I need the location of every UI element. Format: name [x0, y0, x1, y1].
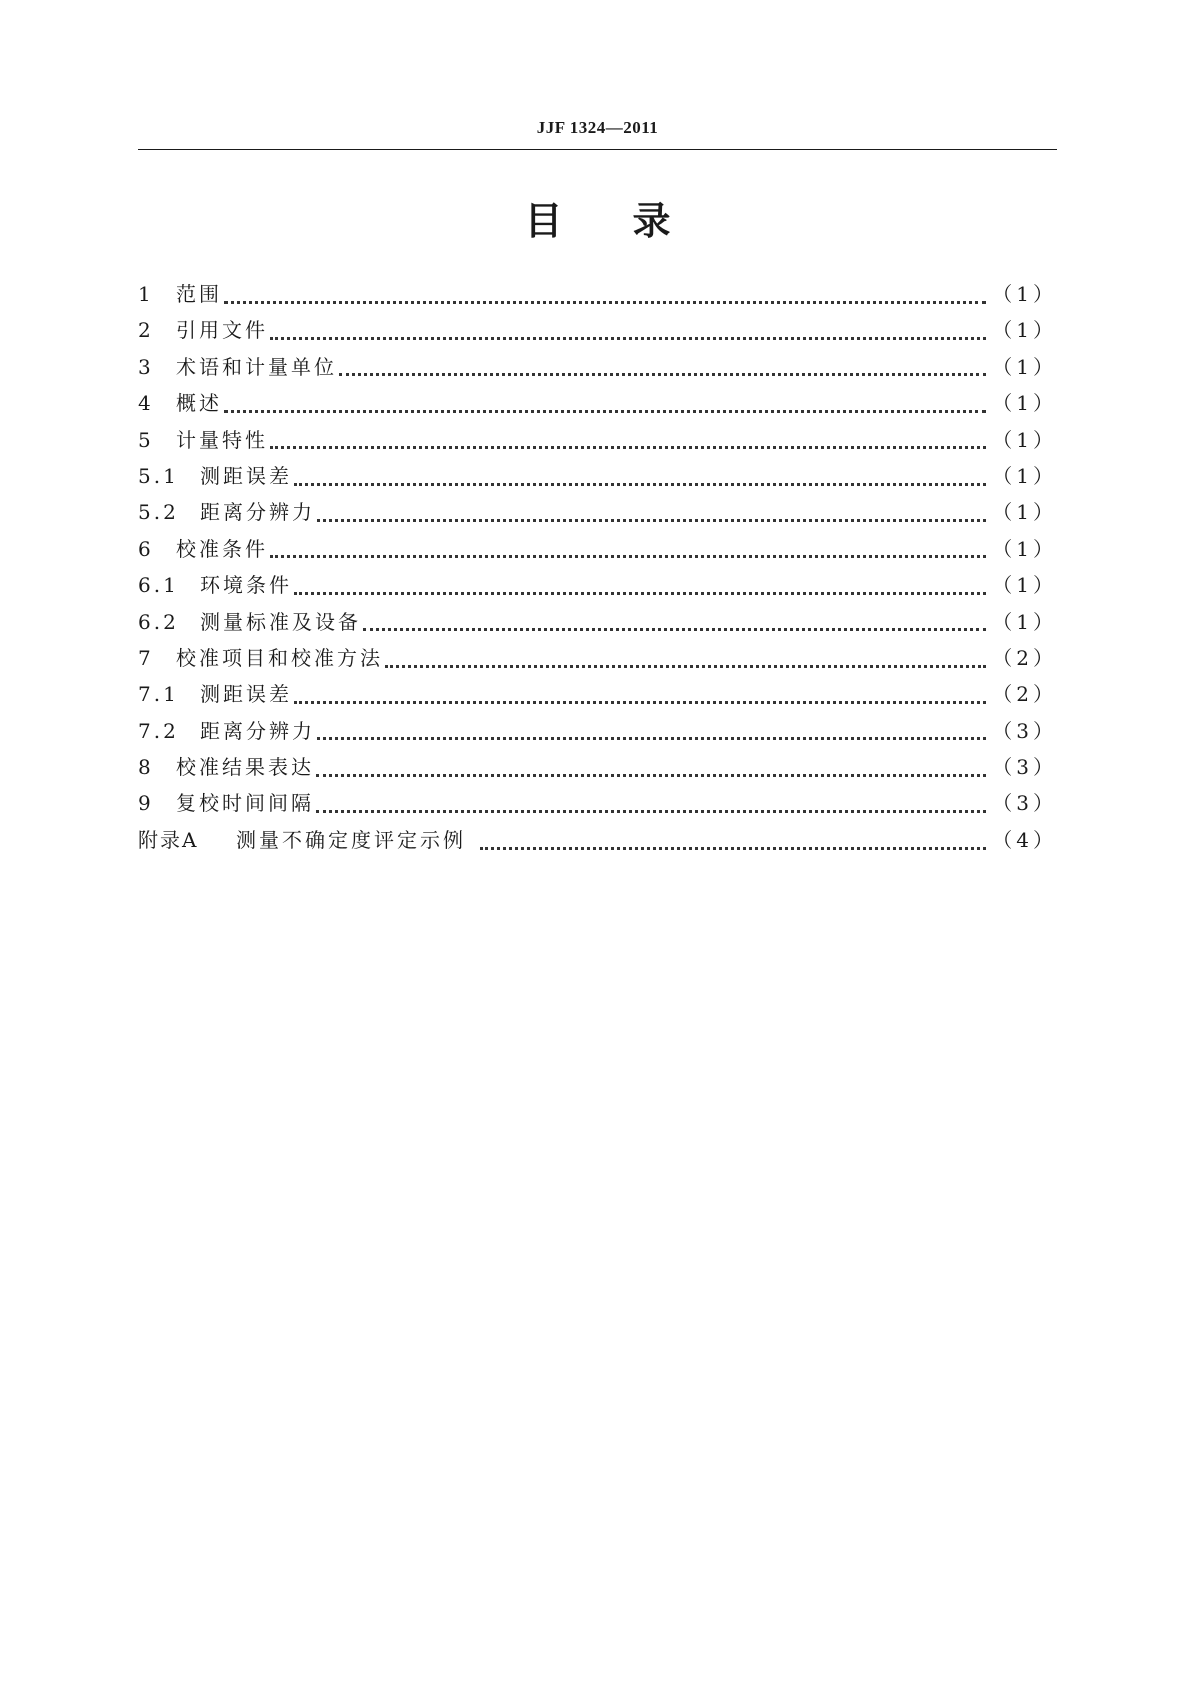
toc-dot-leader — [224, 390, 986, 413]
toc-entry-page: （2） — [992, 645, 1057, 670]
toc-entry-label: 校准条件 — [176, 536, 268, 561]
toc-entry[interactable] — [138, 751, 1057, 787]
toc-entry-label: 概述 — [176, 391, 222, 416]
toc-entry-page: （1） — [992, 500, 1057, 525]
toc-entry-label: 测距误差 — [200, 463, 292, 488]
document-code-header: JJF 1324—2011 — [536, 118, 659, 137]
toc-entry-number: 6.2 — [138, 609, 179, 634]
header-divider — [138, 149, 1057, 150]
toc-entry[interactable] — [138, 351, 1057, 387]
toc-entry-number: 5 — [138, 427, 154, 452]
toc-entry[interactable] — [138, 678, 1057, 714]
toc-entry-label: 范围 — [176, 282, 222, 306]
toc-entry-page: （1） — [992, 609, 1057, 634]
table-of-contents — [138, 278, 1057, 860]
toc-entry-page: （1） — [992, 282, 1057, 306]
toc-entry-label: 环境条件 — [200, 573, 292, 598]
toc-entry-page: （1） — [992, 427, 1057, 452]
toc-entry[interactable] — [138, 715, 1057, 751]
toc-entry-page: （1） — [992, 463, 1057, 488]
toc-dot-leader — [316, 790, 986, 813]
toc-entry-page: （1） — [992, 354, 1057, 379]
toc-dot-leader — [224, 281, 986, 304]
toc-entry-number: 7 — [138, 645, 154, 670]
toc-entry[interactable] — [138, 496, 1057, 532]
toc-dot-leader — [294, 572, 986, 595]
toc-entry-label: 距离分辨力 — [200, 718, 315, 743]
toc-entry-page: （4） — [992, 827, 1057, 852]
toc-entry-number: 7.1 — [138, 682, 179, 707]
toc-entry-number: 5.1 — [138, 463, 179, 488]
toc-entry-number: 1 — [138, 282, 154, 306]
toc-entry[interactable] — [138, 424, 1057, 460]
toc-entry-page: （3） — [992, 755, 1057, 780]
toc-entry-page: （3） — [992, 791, 1057, 816]
toc-entry-label: 复校时间间隔 — [176, 791, 314, 816]
toc-entry[interactable] — [138, 787, 1057, 823]
toc-entry-page: （1） — [992, 318, 1057, 343]
toc-dot-leader — [294, 463, 986, 486]
toc-entry-page: （1） — [992, 536, 1057, 561]
toc-entry-page: （1） — [992, 391, 1057, 416]
toc-entry-label: 测距误差 — [200, 682, 292, 707]
toc-entry-label: 校准项目和校准方法 — [176, 645, 383, 670]
toc-entry-label: 引用文件 — [176, 318, 268, 343]
toc-entry-label: 术语和计量单位 — [176, 354, 337, 379]
toc-entry-number: 8 — [138, 755, 154, 780]
toc-dot-leader — [294, 681, 986, 704]
toc-dot-leader — [270, 535, 986, 558]
toc-entry-label: 计量特性 — [176, 427, 268, 452]
toc-entry-page: （2） — [992, 682, 1057, 707]
toc-entry-number: 6.1 — [138, 573, 179, 598]
toc-dot-leader — [316, 754, 986, 777]
toc-entry-number: 4 — [138, 391, 154, 416]
toc-dot-leader — [339, 353, 986, 376]
toc-dot-leader — [363, 608, 986, 631]
page-title: 目录 — [524, 199, 741, 243]
toc-entry-label: 校准结果表达 — [176, 755, 314, 780]
toc-entry-label: 距离分辨力 — [200, 500, 315, 525]
toc-dot-leader — [270, 426, 986, 449]
toc-entry-label: 测量标准及设备 — [200, 609, 361, 634]
toc-entry[interactable] — [138, 314, 1057, 350]
toc-entry-number: 2 — [138, 318, 154, 343]
toc-dot-leader — [480, 827, 986, 850]
toc-entry-page: （1） — [992, 573, 1057, 598]
toc-entry[interactable] — [138, 278, 1057, 314]
toc-entry[interactable] — [138, 569, 1057, 605]
toc-dot-leader — [270, 317, 986, 340]
toc-dot-leader — [317, 717, 986, 740]
toc-entry[interactable] — [138, 533, 1057, 569]
toc-entry-number: 9 — [138, 791, 154, 816]
toc-entry-number: 6 — [138, 536, 154, 561]
toc-entry[interactable] — [138, 824, 1057, 860]
toc-entry-number: 3 — [138, 354, 154, 379]
toc-entry-number: 附录A — [138, 827, 199, 852]
toc-entry-number: 7.2 — [138, 718, 179, 743]
toc-entry[interactable] — [138, 606, 1057, 642]
toc-entry[interactable] — [138, 387, 1057, 423]
toc-dot-leader — [385, 645, 986, 668]
toc-entry[interactable] — [138, 460, 1057, 496]
toc-entry-page: （3） — [992, 718, 1057, 743]
toc-dot-leader — [317, 499, 986, 522]
toc-entry[interactable] — [138, 642, 1057, 678]
toc-entry-number: 5.2 — [138, 500, 179, 525]
toc-entry-label: 测量不确定度评定示例 — [236, 827, 466, 852]
